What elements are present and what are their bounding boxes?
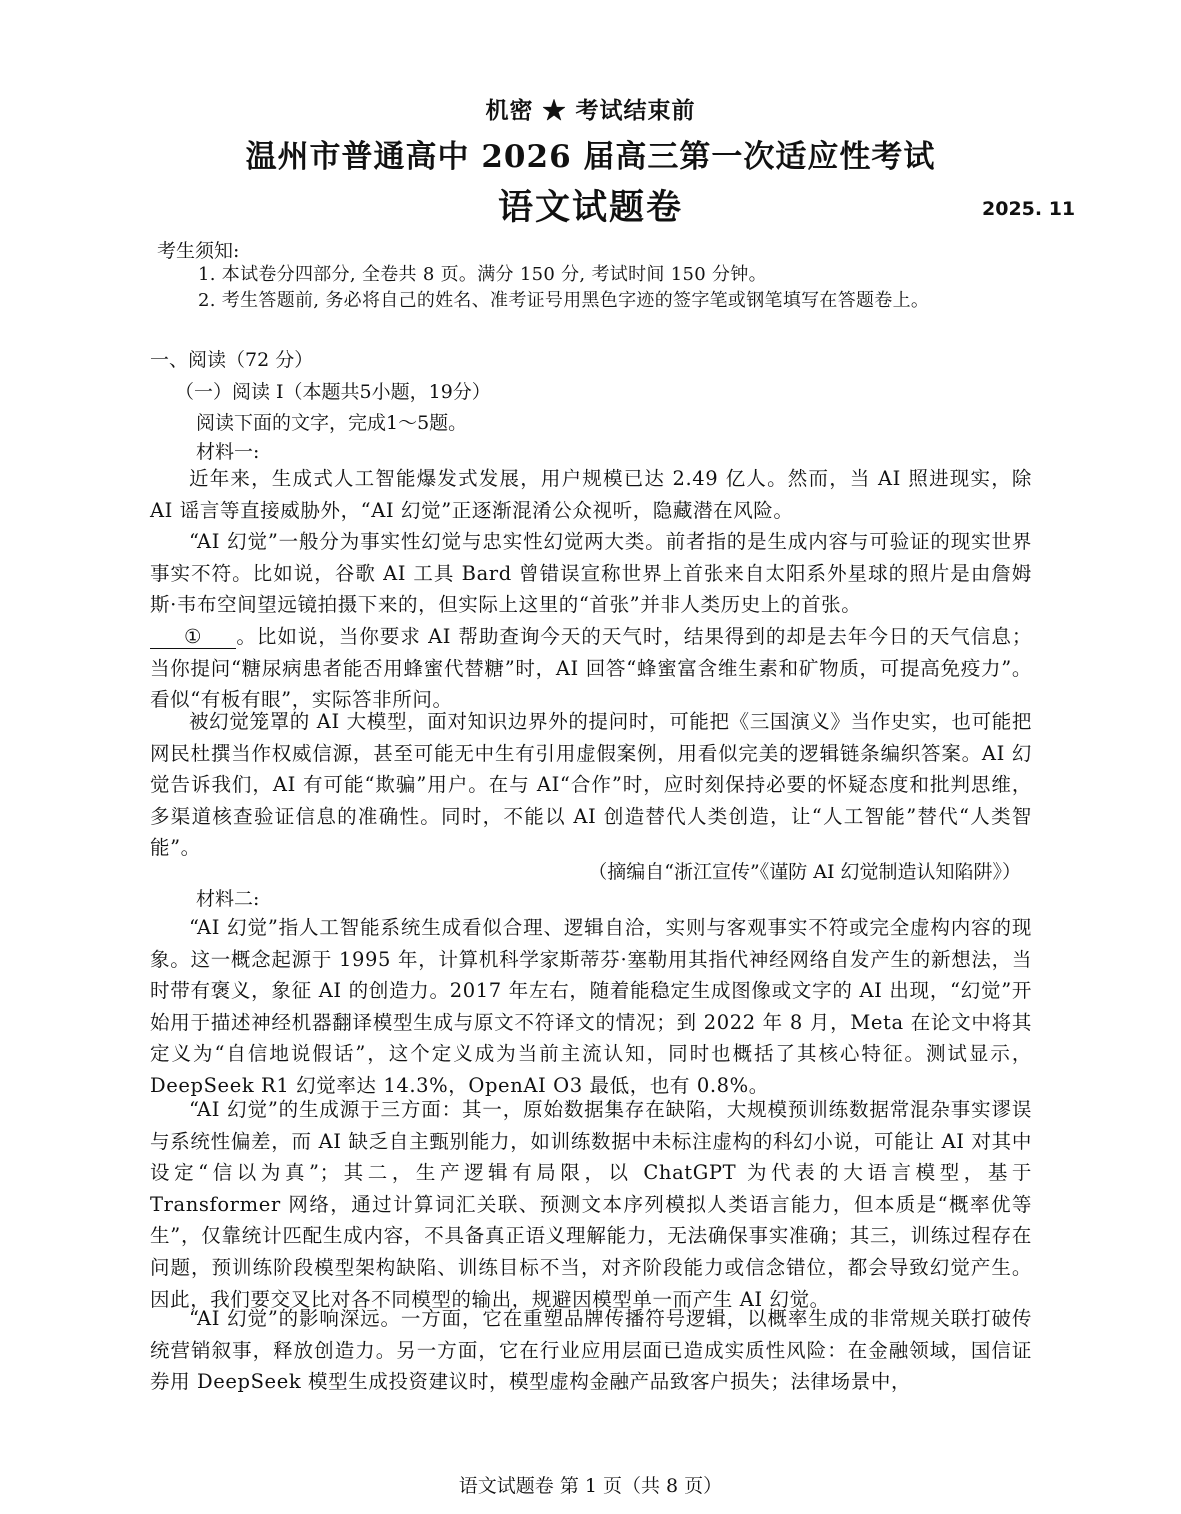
material-1-paragraph-3-text: 。比如说，当你要求 AI 帮助查询今天的天气时，结果得到的却是去年今日的天气信息；当你提问“糖尿病患者能否用蜂蜜代替糖”时，AI 回答“蜂蜜富含维生素和矿物质，可提高免疫力”。看似“有板有眼”，实际答非所问。 bbox=[150, 625, 1032, 712]
material-2-paragraph-3: “AI 幻觉”的影响深远。一方面，它在重塑品牌传播符号逻辑，以概率生成的非常规关联打破传统营销叙事，释放创造力。另一方面，它在行业应用层面已造成实质性风险：在金融领域，国信证券用 DeepSeek 模型生成投资建议时，模型虚构金融产品致客户损失；法律场景中， bbox=[150, 1307, 1032, 1394]
material-2-label: 材料二: bbox=[196, 888, 260, 910]
section-heading: 一、阅读（72 分） bbox=[150, 349, 314, 371]
notice-title: 考生须知: bbox=[157, 240, 240, 262]
exam-title: 温州市普通高中 2026 届高三第一次适应性考试 bbox=[245, 139, 936, 175]
paper-title: 语文试题卷 bbox=[497, 187, 683, 228]
material-1-paragraph-2: “AI 幻觉”一般分为事实性幻觉与忠实性幻觉两大类。前者指的是生成内容与可验证的现实世界事实不符。比如说，谷歌 AI 工具 Bard 曾错误宣称世界上首张来自太阳系外星球的照片是由詹姆斯·韦布空间望远镜拍摄下来的，但实际上这里的“首张”并非人类历史上的首张。 bbox=[150, 530, 1032, 617]
material-1-paragraph-1: 近年来，生成式人工智能爆发式发展，用户规模已达 2.49 亿人。然而，当 AI 照进现实，除 AI 谣言等直接威胁外，“AI 幻觉”正逐渐混淆公众视听，隐藏潜在风险。 bbox=[150, 467, 1032, 522]
material-1-paragraph-4: 被幻觉笼罩的 AI 大模型，面对知识边界外的提问时，可能把《三国演义》当作史实，也可能把网民杜撰当作权威信源，甚至可能无中生有引用虚假案例，用看似完美的逻辑链条编织答案。AI 幻觉告诉我们，AI 有可能“欺骗”用户。在与 AI“合作”时，应时刻保持必要的怀疑态度和批判思维，多渠道核查验证信息的准确性。同时，不能以 AI 创造替代人类创造，让“人工智能”替代“人类智能”。 bbox=[150, 710, 1032, 860]
part-heading: （一）阅读 I（本题共5小题，19分） bbox=[175, 381, 491, 403]
fill-blank-1: ① bbox=[150, 626, 236, 649]
material-1-source: （摘编自“浙江宣传”《谨防 AI 幻觉制造认知陷阱》） bbox=[588, 861, 1021, 883]
material-1-label: 材料一: bbox=[196, 441, 260, 463]
material-2-paragraph-1: “AI 幻觉”指人工智能系统生成看似合理、逻辑自洽，实则与客观事实不符或完全虚构内容的现象。这一概念起源于 1995 年，计算机科学家斯蒂芬·塞勒用其指代神经网络自发产生的新想法，当时带有褒义，象征 AI 的创造力。2017 年左右，随着能稳定生成图像或文字的 AI 出现，“幻觉”开始用于描述神经机器翻译模型生成与原文不符译文的情况；到 2022 年 8 月，Meta 在论文中将其定义为“自信地说假话”，这个定义成为当前主流认知，同时也概括了其核心特征。测试显示，DeepSeek R1 幻觉率达 14.3%，OpenAI O3 最低，也有 0.8%。 bbox=[150, 916, 1032, 1097]
notice-item-2: 2. 考生答题前, 务必将自己的姓名、准考证号用黑色字迹的签字笔或钢笔填写在答题卷上。 bbox=[198, 290, 930, 311]
instruction: 阅读下面的文字，完成1～5题。 bbox=[196, 412, 468, 434]
secret-mark: 机密 ★ 考试结束前 bbox=[485, 97, 696, 124]
notice-item-1: 1. 本试卷分四部分, 全卷共 8 页。满分 150 分, 考试时间 150 分钟。 bbox=[198, 264, 767, 285]
material-1-paragraph-3 bbox=[150, 621, 1032, 716]
exam-date: 2025. 11 bbox=[982, 198, 1076, 220]
page-footer: 语文试题卷 第 1 页（共 8 页） bbox=[458, 1475, 723, 1497]
material-2-paragraph-2: “AI 幻觉”的生成源于三方面：其一，原始数据集存在缺陷，大规模预训练数据常混杂事实谬误与系统性偏差，而 AI 缺乏自主甄别能力，如训练数据中未标注虚构的科幻小说，可能让 AI 对其中设定“信以为真”；其二，生产逻辑有局限，以 ChatGPT 为代表的大语言模型，基于 Transformer 网络，通过计算词汇关联、预测文本序列模拟人类语言能力，但本质是“概率优等生”，仅靠统计匹配生成内容，不具备真正语义理解能力，无法确保事实准确；其三，训练过程存在问题，预训练阶段模型架构缺陷、训练目标不当，对齐阶段能力或信念错位，都会导致幻觉产生。因此，我们要交叉比对各不同模型的输出，规避因模型单一而产生 AI 幻觉。 bbox=[150, 1098, 1032, 1311]
